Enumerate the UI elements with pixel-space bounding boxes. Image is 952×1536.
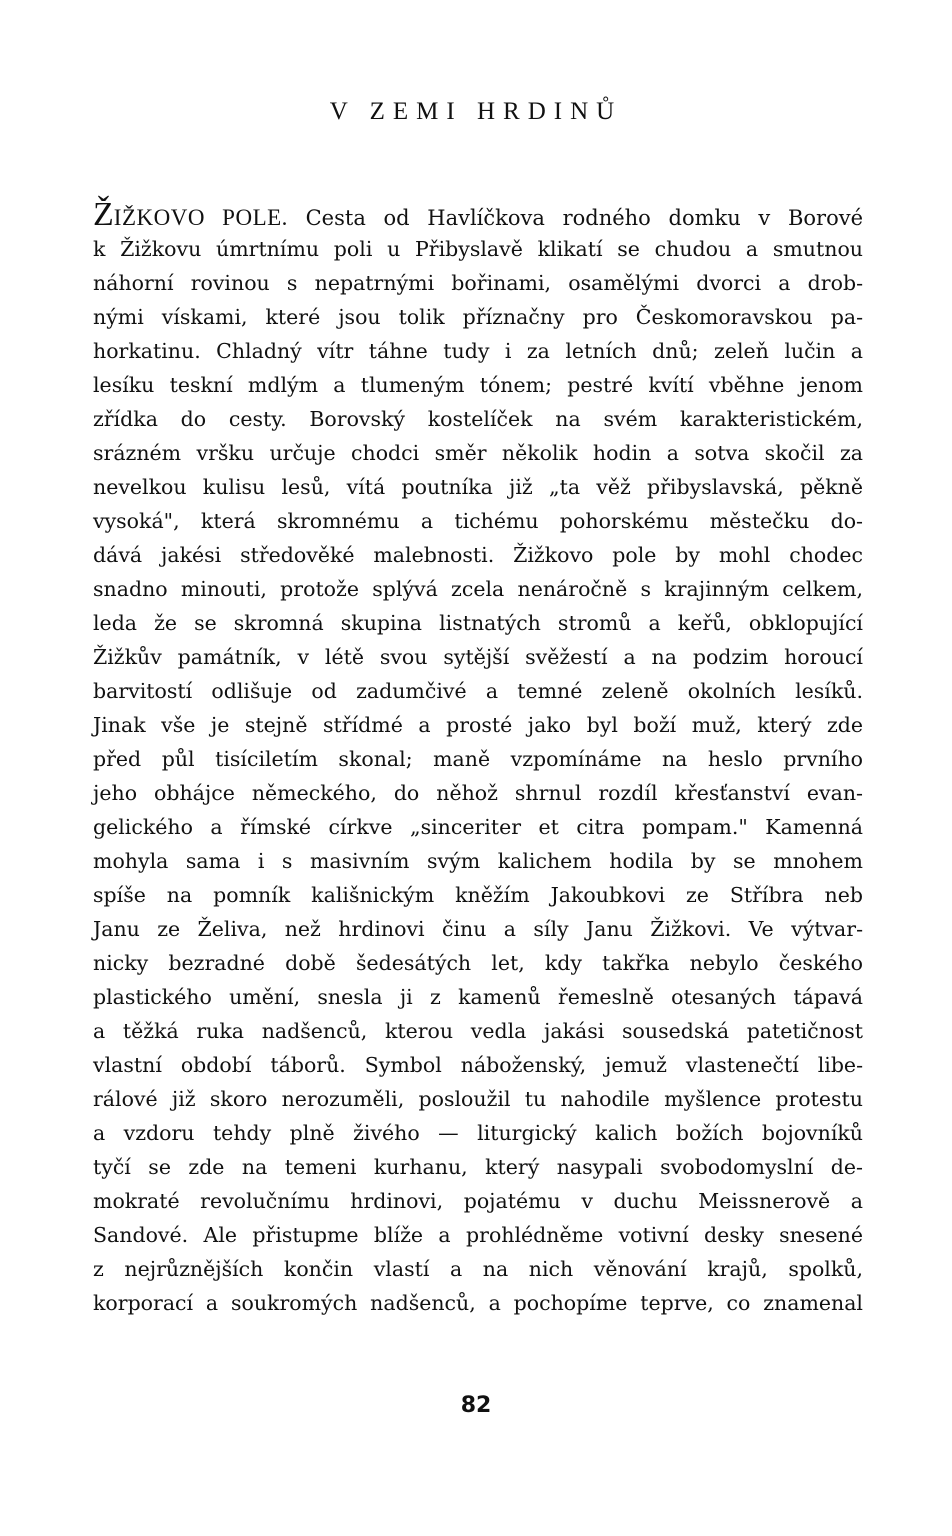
text-line: snadno minouti, protože splývá zcela nenáročně s krajinným celkem,: [93, 577, 863, 601]
text-line: horkatinu. Chladný vítr táhne tudy i za letních dnů; zeleň lučin a: [93, 339, 863, 363]
text-line: nými vískami, které jsou tolik příznačny pro Českomoravskou pa-: [93, 305, 863, 329]
text-line: lesíku teskní mdlým a tlumeným tónem; pestré kvítí vběhne jenom: [93, 373, 863, 397]
text-line: Sandové. Ale přistupme blíže a prohlédněme votivní desky snesené: [93, 1223, 863, 1247]
text-line: leda že se skromná skupina listnatých stromů a keřů, obklopující: [93, 611, 863, 635]
text-line: vlastní období táborů. Symbol náboženský, jemuž vlastenečtí libe-: [93, 1053, 863, 1077]
text-line: a těžká ruka nadšenců, kterou vedla jakási sousedská patetičnost: [93, 1019, 863, 1043]
first-line-text: Cesta od Havlíčkova rodného domku v Borové: [287, 206, 864, 230]
text-line: zřídka do cesty. Borovský kostelíček na svém karakteristickém,: [93, 407, 863, 431]
text-line: a vzdoru tehdy plně živého — liturgický kalich božích bojovníků: [93, 1121, 863, 1145]
text-line: spíše na pomník kališnickým kněžím Jakoubkovi ze Stříbra neb: [93, 883, 863, 907]
first-line: [93, 198, 863, 232]
text-line: k Žižkovu úmrtnímu poli u Přibyslavě klikatí se chudou a smutnou: [93, 237, 863, 261]
text-line: Žižkův památník, v létě svou sytější svěžestí a na podzim horoucí: [93, 645, 863, 669]
text-line: rálové již skoro nerozuměli, posloužil tu nahodile myšlence protestu: [93, 1087, 863, 1111]
running-head: V ZEMI HRDINŮ: [329, 98, 623, 125]
text-line: dává jakési středověké malebnosti. Žižkovo pole by mohl chodec: [93, 543, 863, 567]
initial-letter: Ž: [93, 196, 114, 233]
text-line: jeho obhájce německého, do něhož shrnul rozdíl křesťanství evan-: [93, 781, 863, 805]
page-number: 82: [460, 1393, 492, 1418]
text-line: nicky bezradné době šedesátých let, kdy takřka nebylo českého: [93, 951, 863, 975]
text-line: z nejrůznějších končin vlastí a na nich věnování krajů, spolků,: [93, 1257, 863, 1281]
text-line: srázném vršku určuje chodci směr několik hodin a sotva skočil za: [93, 441, 863, 465]
body-text: [93, 198, 863, 1320]
text-line: náhorní rovinou s nepatrnými bořinami, osamělými dvorci a drob-: [93, 271, 863, 295]
section-heading: IŽKOVO POLE.: [113, 205, 288, 230]
text-line: před půl tisíciletím skonal; maně vzpomínáme na heslo prvního: [93, 747, 863, 771]
text-line: plastického umění, snesla ji z kamenů řemeslně otesaných tápavá: [93, 985, 863, 1009]
text-line: Jinak vše je stejně střídmé a prosté jako byl boží muž, který zde: [93, 713, 863, 737]
text-line: nevelkou kulisu lesů, vítá poutníka již „ta věž přibyslavská, pěkně: [93, 475, 863, 499]
text-line: vysoká", která skromnému a tichému pohorskému městečku do-: [93, 509, 863, 533]
text-line: Janu ze Želiva, než hrdinovi činu a síly Janu Žižkovi. Ve výtvar-: [93, 917, 863, 941]
text-line: barvitostí odlišuje od zadumčivé a temné zeleně okolních lesíků.: [93, 679, 863, 703]
text-line: mokraté revolučnímu hrdinovi, pojatému v duchu Meissnerově a: [93, 1189, 863, 1213]
text-line: gelického a římské církve „sinceriter et citra pompam." Kamenná: [93, 815, 863, 839]
text-line: mohyla sama i s masivním svým kalichem hodila by se mnohem: [93, 849, 863, 873]
text-line: tyčí se zde na temeni kurhanu, který nasypali svobodomyslní de-: [93, 1155, 863, 1179]
text-line: korporací a soukromých nadšenců, a pochopíme teprve, co znamenal: [93, 1291, 863, 1315]
